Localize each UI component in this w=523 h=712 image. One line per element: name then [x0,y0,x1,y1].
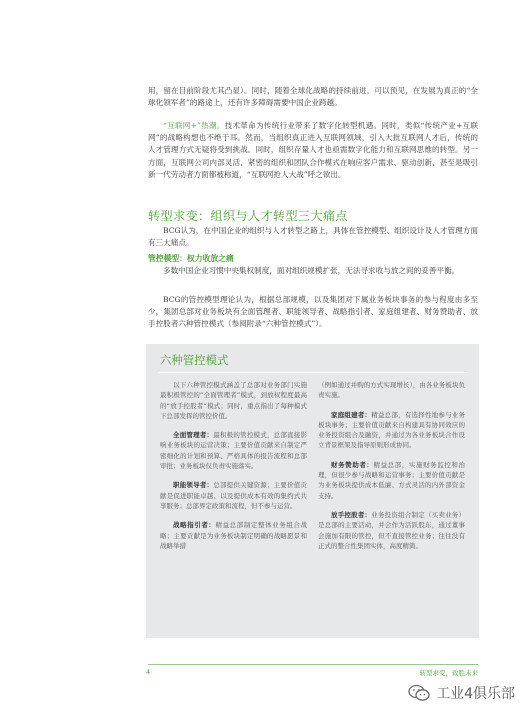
watermark-text: 工业4俱乐部 [436,686,515,702]
footer-divider [148,664,478,665]
model-hands-off-holder [318,510,465,551]
box-title: 六种管控模式 [160,353,229,367]
box-column-right [318,380,465,560]
model-label: 战略指引者： [173,521,216,530]
intro-p2 [148,120,478,181]
section-paragraph-1 [148,225,478,249]
strategic-guide-continued [318,380,465,401]
model-label: 家庭组建者： [331,410,372,419]
model-financial-sponsor [318,460,465,501]
section-subheading: 管控模型：权力收放之痛 [148,254,234,263]
model-family-builder [318,410,465,451]
model-label: 财务赞助者： [331,460,374,469]
model-strategic-guide [160,520,307,551]
model-full-manager [160,430,307,471]
watermark [408,684,515,702]
section-p3: BCG的管控模型理论认为，根据总部规模，以及集团对下属业务板块事务的参与程度由多至少，集团总部对业务板块有全面管理者、职能领导者、战略指引者、家庭组建者、财务赞助者、放手控股者六种管控模式（参阅附录“六种管控模式”）。 [148,295,478,329]
section-paragraph-3 [148,294,478,331]
intro-p2-text: 技术革命为传统行业带来了数字化转型机遇。同时，类似“传统产业+互联网”的战略构想也不绝于耳。然而，当组织真正进入互联网领域，引入大批互联网人才后，传统的人才管理方式无疑将受到挑战。同时，组织存量人才也亟需数字化能力和互联网思维的转型。另一方面，互联网公司内部灵活、紧密的组织和团队合作模式在响应客户需求、驱动创新、甚至是吸引新一代劳动者方面都被称道，“互联网抢人大战”呼之欲出。 [148,121,478,179]
section-p1: BCG认为，在中国企业的组织与人才转型之路上，具体在管控模型、组织设计及人才管理方面有三大痛点。 [148,226,478,248]
model-functional-leader [160,480,307,511]
footer-title: 转型求变，致胜未来 [419,669,478,677]
model-description: 精益总部制定整体业务组合战略；主要贡献是为业务板块制定明确的战略愿景和战略举措 [160,521,308,550]
page-number: 4 [146,668,151,676]
intro-p1: 用，留在目前阶段尤其凸显）。同时，随着全球化战略的持续前进，可以预见，在发展为真正的“全球化领军者”的路途上，还有许多障碍需要中国企业跨越。 [148,86,478,108]
box-column-left [160,380,307,560]
continued-text: （例如通过并购的方式实现增长），由各业务板块负责实施。 [318,381,465,400]
box-divider [158,372,467,373]
section-paragraph-2 [148,265,478,277]
section-heading: 转型求变：组织与人才转型三大痛点 [148,209,348,223]
intro-paragraph-2 [148,120,478,181]
model-description: 业务投资组合制定（买卖业务）是总部的主要活动，并会作为活跃股东，通过董事会施加有限的管控，但不直接管控业务；往往没有正式的整合性集团实体，高度精简。 [318,510,466,550]
model-description: 精益总部，实施财务监控和治理，但很少参与战略和运营事务；主要价值贡献是为业务板块提供成本低廉、方式灵活的内外部资金支持。 [318,460,466,500]
section-p2: 多数中国企业习惯中央集权制度，面对组织规模扩张，无法寻求收与放之间的妥善平衡。 [163,266,460,275]
six-control-models-box [146,344,479,638]
model-description: 精益总部，有选择性地参与业务板块事务；主要价值贡献来自构建具有协同效应的业务投资组合及融资，并通过为各业务板块合作设立背景框架及指导原则形成协同。 [318,410,466,450]
box-intro-paragraph [160,380,307,421]
model-description: 最积极的管控模式，总部直接影响业务板块的运营决策；主要价值贡献来自制定严密细化的计划和预算、严格具体的报告流程和总部审批；业务板块仅负责实施落实。 [160,431,308,471]
box-intro-text: 以下六种管控模式涵盖了总部对业务部门实施最积极管控的“全面管理者”模式，到放权程度最高的“放手控股者”模式；同时，重点指出了每种模式下总部发挥的管控价值。 [160,381,307,420]
model-label: 放手控股者： [331,510,372,519]
model-description: 总部提供关键资源；主要价值贡献是促进职能卓越、以及提供成本有效的集约式共享服务；总部界定政策和流程，但不参与运营。 [160,481,308,510]
internet-plus-highlight: “互联网+”热潮。 [163,121,225,130]
model-label: 职能领导者： [173,481,214,490]
wechat-icon [408,684,430,702]
intro-paragraph-1 [148,85,478,109]
model-label: 全面管理者： [173,431,214,440]
